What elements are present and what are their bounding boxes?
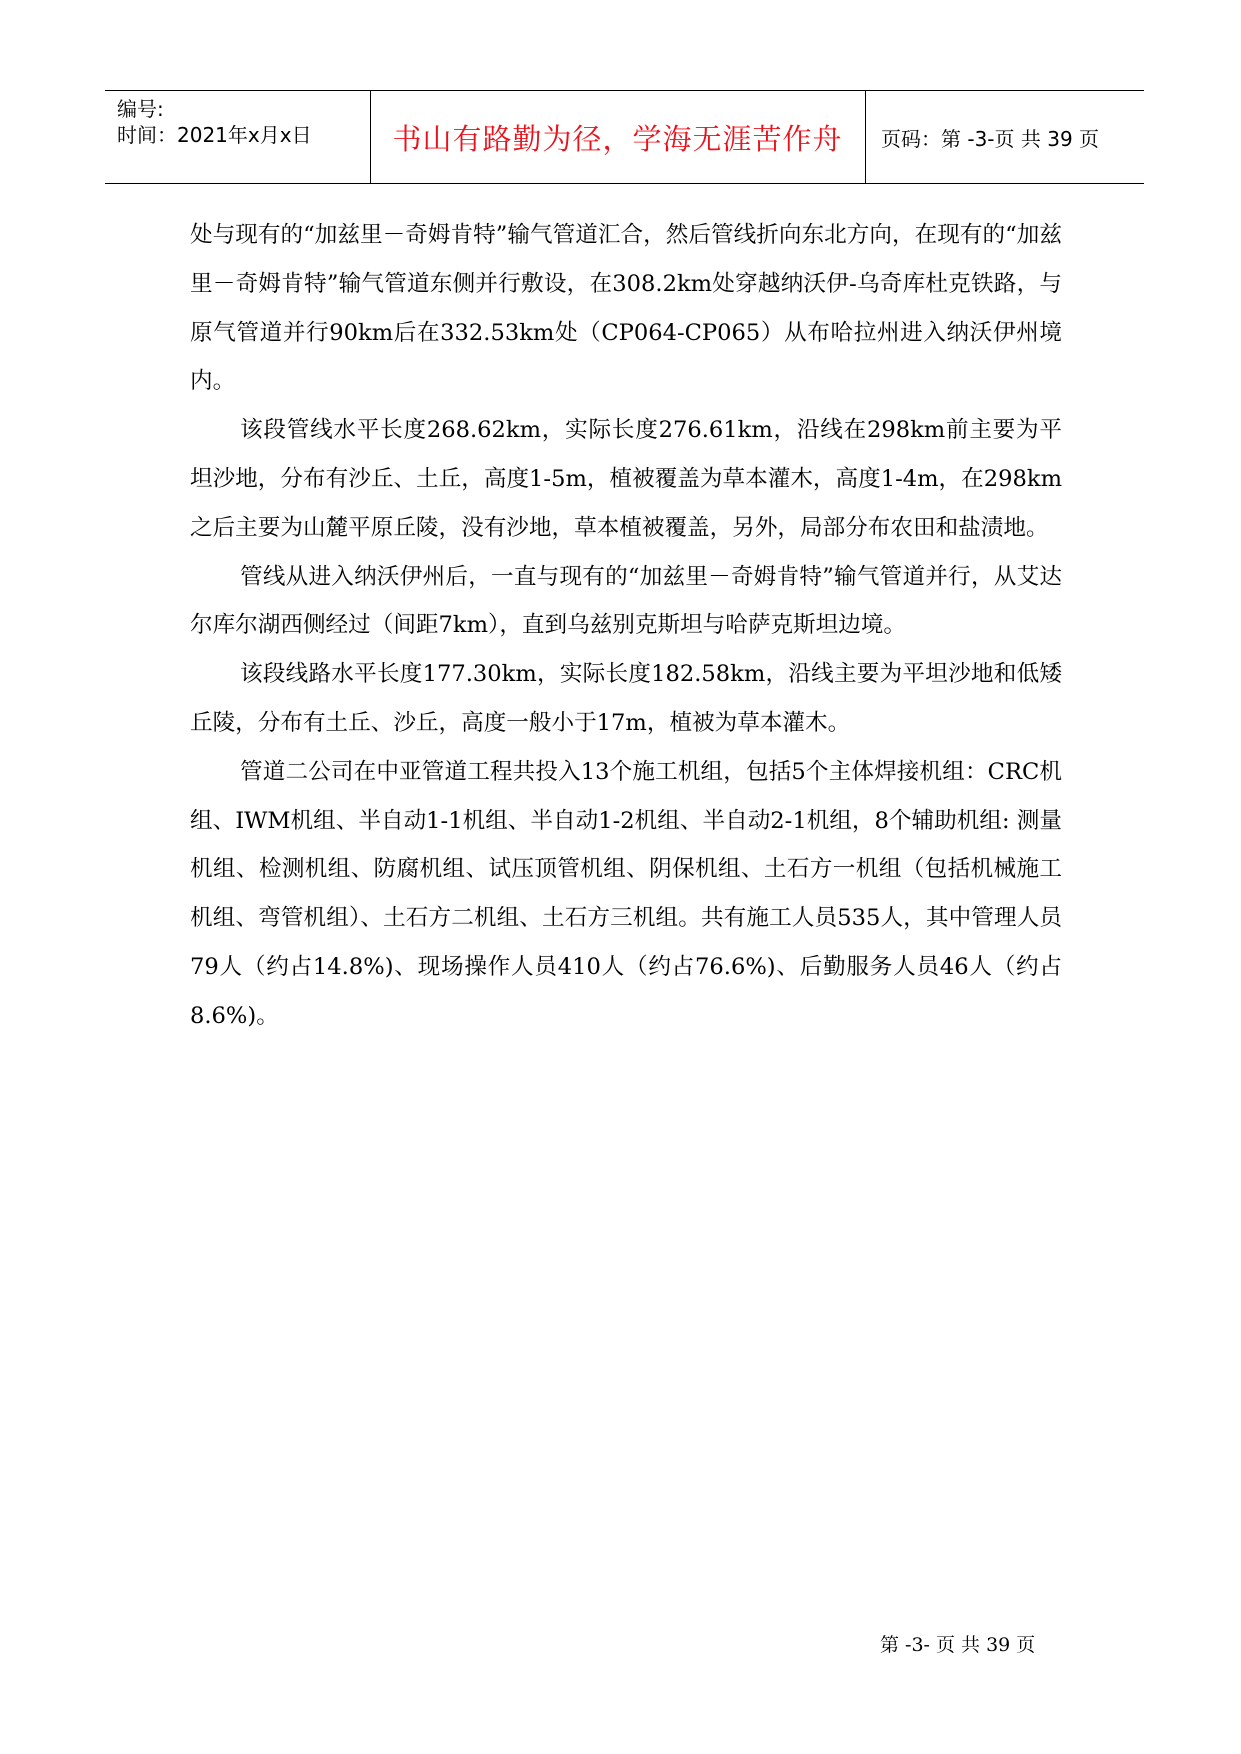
header-meta-cell bbox=[105, 91, 371, 183]
document-number-label: 编号: bbox=[117, 97, 164, 121]
document-time-label: 时间：2021年x月x日 bbox=[117, 123, 312, 147]
header-motto-cell bbox=[370, 91, 866, 183]
header-page-number: 页码：第 -3-页 共 39 页 bbox=[881, 126, 1100, 151]
paragraph-5: 管道二公司在中亚管道工程共投入13个施工机组，包括5个主体焊接机组：CRC机组、IWM机组、半自动1-1机组、半自动1-2机组、半自动2-1机组，8个辅助机组: 测量机组、检测机组、防腐机组、试压顶管机组、阴保机组、土石方一机组（包括机械施工机组、弯管机组）、土石方二机组、土石方三机组。共有施工人员535人，其中管理人员79人（约占14.8%)、现场操作人员410人（约占76.6%)、后勤服务人员46人（约占8.6%)。 bbox=[190, 758, 1062, 1029]
header-page-cell bbox=[867, 91, 1144, 183]
page-header bbox=[105, 90, 1144, 184]
document-body bbox=[190, 211, 1062, 1041]
paragraph-4: 该段线路水平长度177.30km，实际长度182.58km，沿线主要为平坦沙地和低矮丘陵，分布有土丘、沙丘，高度一般小于17m，植被为草本灌木。 bbox=[190, 661, 1062, 736]
header-motto: 书山有路勤为径，学海无涯苦作舟 bbox=[392, 121, 843, 156]
paragraph-3: 管线从进入纳沃伊州后，一直与现有的“加兹里－奇姆肯特”输气管道并行，从艾达尔库尔湖西侧经过（间距7km），直到乌兹别克斯坦与哈萨克斯坦边境。 bbox=[190, 563, 1062, 639]
paragraph-1: 处与现有的“加兹里－奇姆肯特”输气管道汇合，然后管线折向东北方向，在现有的“加兹里－奇姆肯特”输气管道东侧并行敷设，在308.2km处穿越纳沃伊-乌奇库杜克铁路，与原气管道并行90km后在332.53km处（CP064-CP065）从布哈拉州进入纳沃伊州境内。 bbox=[190, 222, 1062, 395]
paragraph-2: 该段管线水平长度268.62km，实际长度276.61km，沿线在298km前主要为平坦沙地，分布有沙丘、土丘，高度1-5m，植被覆盖为草本灌木，高度1-4m，在298km之后主要为山麓平原丘陵，没有沙地，草本植被覆盖，另外，局部分布农田和盐渍地。 bbox=[190, 417, 1062, 541]
page-footer-number: 第 -3- 页 共 39 页 bbox=[880, 1634, 1036, 1656]
